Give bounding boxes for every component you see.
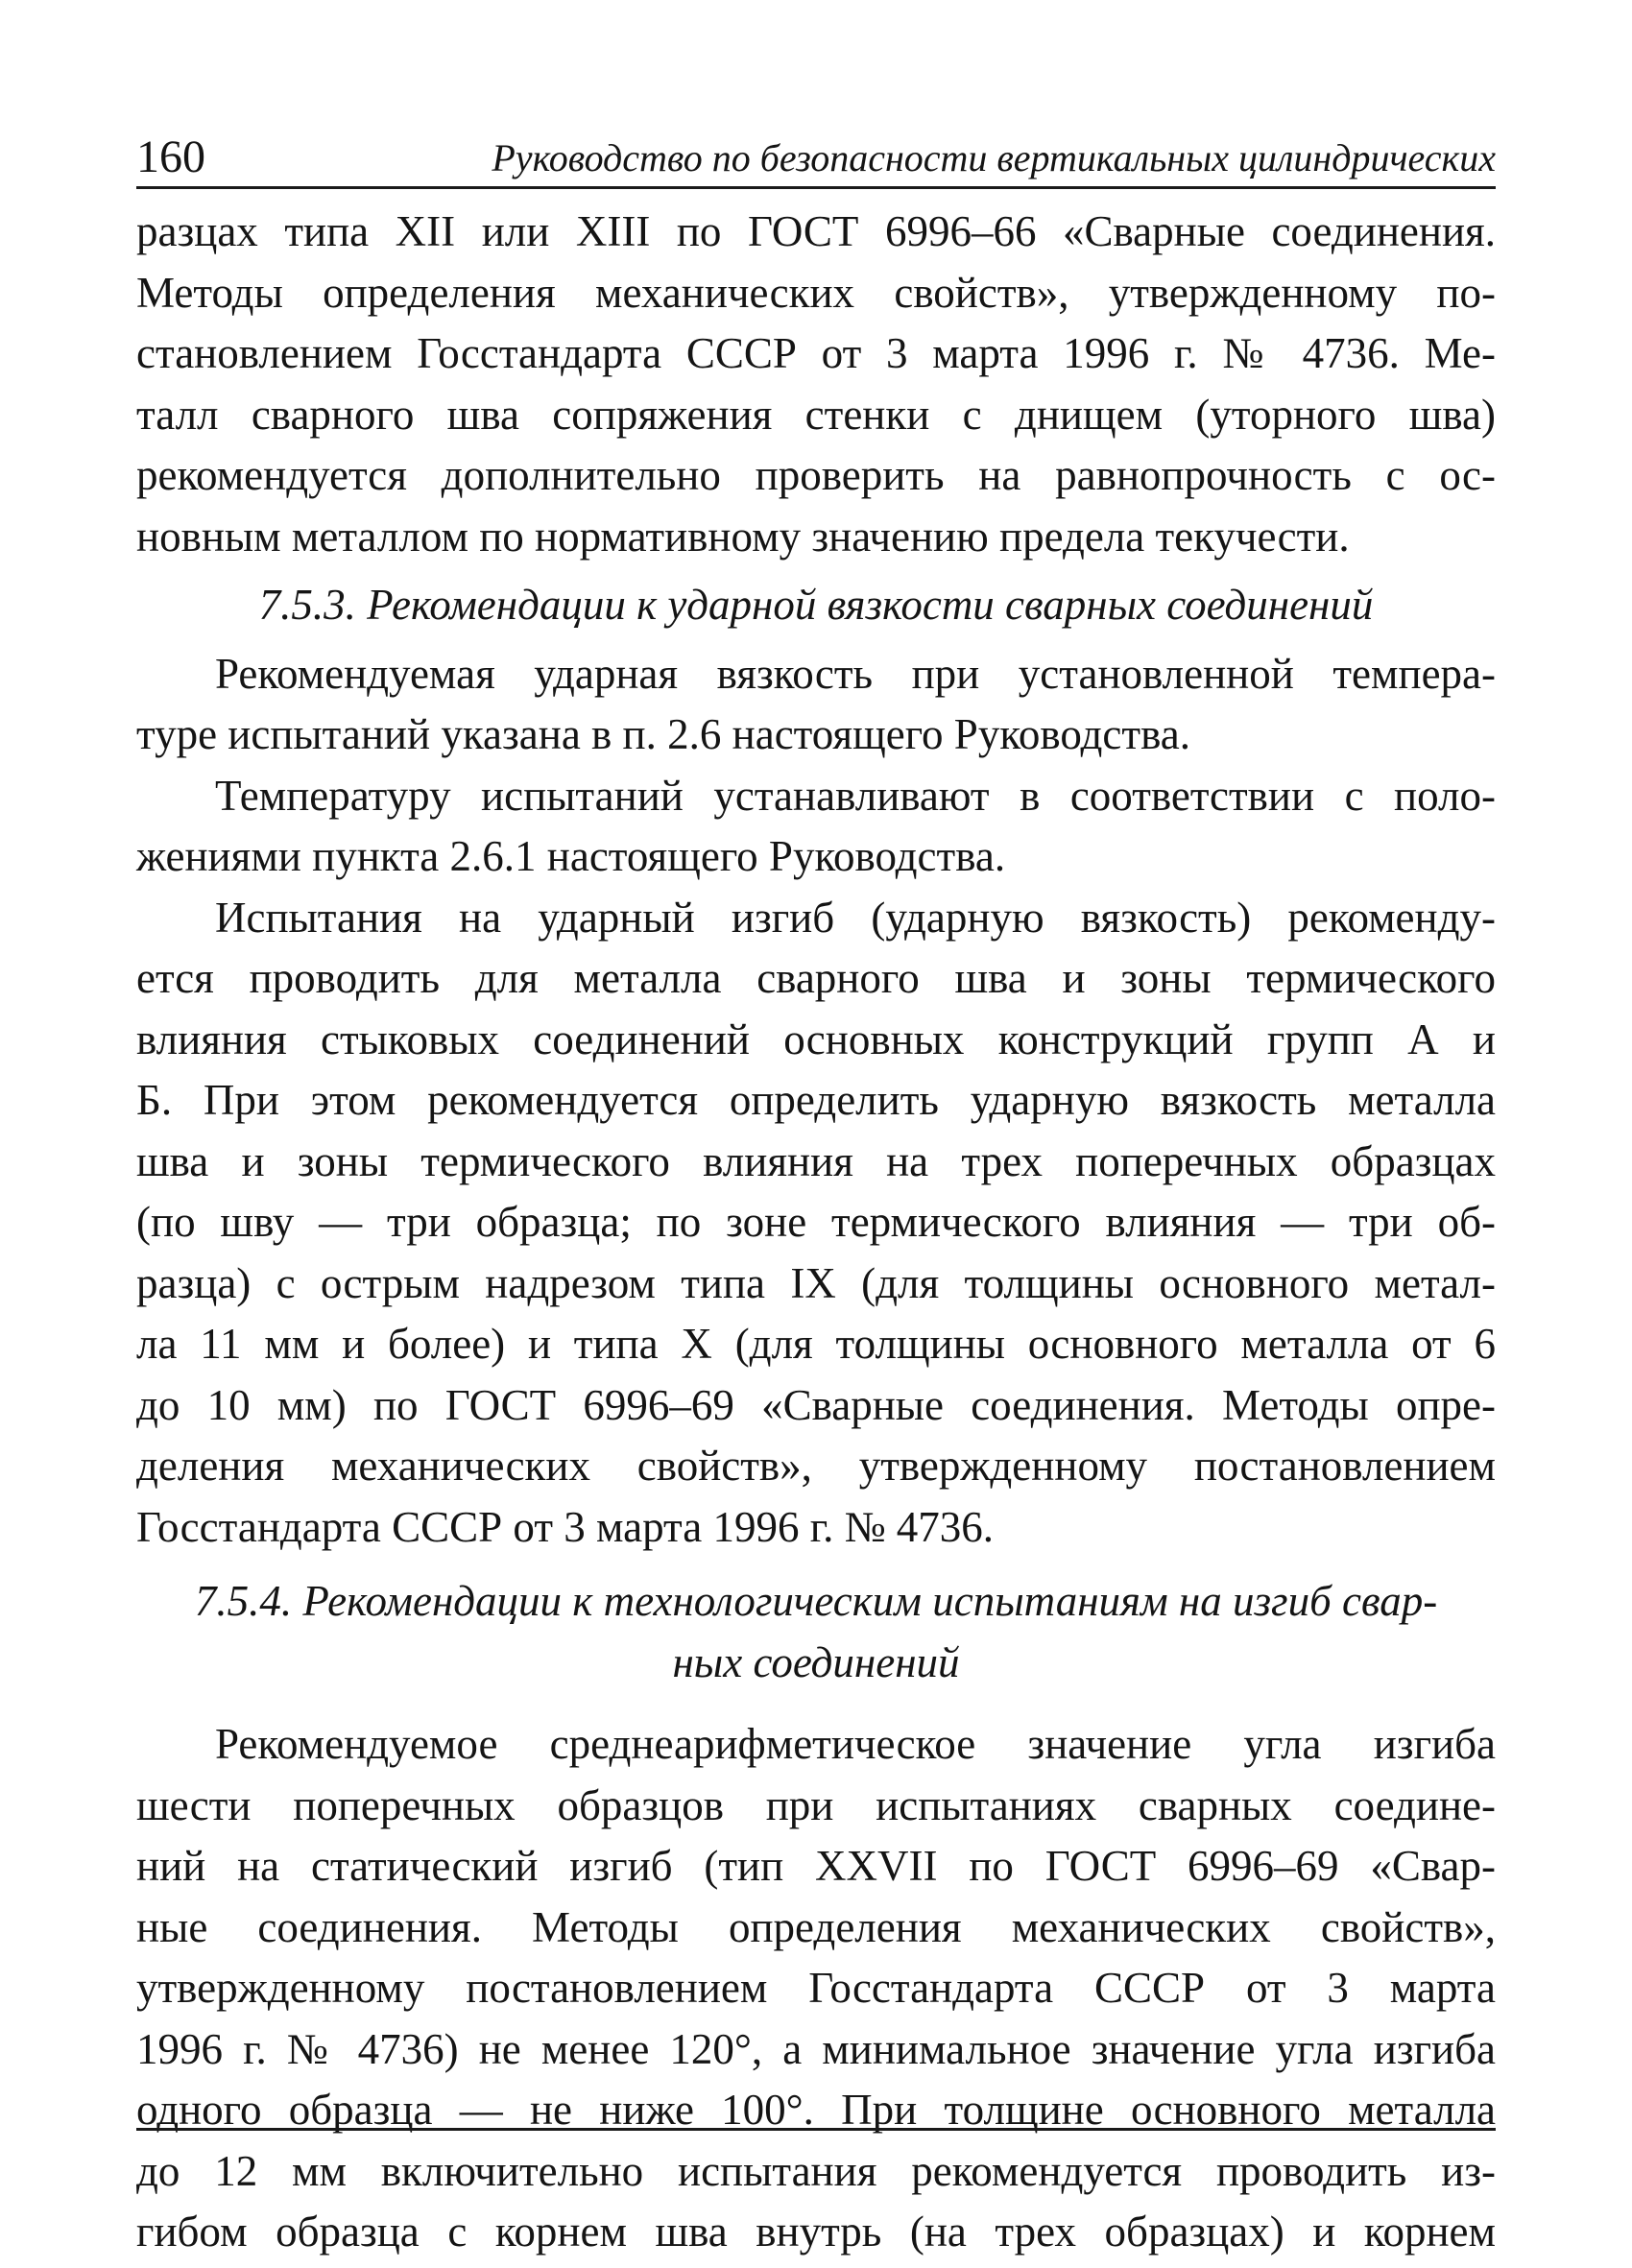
text-line: ется проводить для металла сварного шва и зоны термического bbox=[136, 954, 1496, 1002]
text-line: Температуру испытаний устанавливают в соответствии с поло- bbox=[215, 771, 1496, 820]
text-line: разца) с острым надрезом типа IX (для толщины основного метал- bbox=[136, 1258, 1496, 1307]
section-heading-7-5-4 bbox=[136, 1571, 1496, 1693]
paragraph-impact-bend-tests bbox=[136, 888, 1496, 1559]
text-line: становлением Госстандарта СССР от 3 марта 1996 г. № 4736. Ме- bbox=[136, 329, 1496, 377]
text-line: новным металлом по нормативному значению предела текучести. bbox=[136, 512, 1350, 561]
spacer bbox=[136, 636, 1496, 644]
text-line: (по шву — три образца; по зоне термического влияния — три об- bbox=[136, 1198, 1496, 1246]
page-number: 160 bbox=[136, 131, 205, 182]
text-line: ла 11 мм и более) и типа X (для толщины основного металла от 6 bbox=[136, 1320, 1496, 1368]
spacer bbox=[136, 1558, 1496, 1571]
heading-line: 7.5.3. Рекомендации к ударной вязкости сварных соединений bbox=[258, 581, 1374, 629]
text-line: одного образца — не ниже 100°. При толщине основного металла bbox=[136, 2086, 1496, 2134]
paragraph-impact-strength bbox=[136, 644, 1496, 766]
text-line: Методы определения механических свойств», утвержденному по- bbox=[136, 268, 1496, 317]
spacer bbox=[136, 1693, 1496, 1714]
text-line: утвержденному постановлением Госстандарта СССР от 3 марта bbox=[136, 1964, 1496, 2012]
text-line: Рекомендуемая ударная вязкость при установленной темпера- bbox=[215, 649, 1496, 698]
text-line: 1996 г. № 4736) не менее 120°, а минимальное значение угла изгиба bbox=[136, 2024, 1496, 2073]
text-line: ний на статический изгиб (тип XXVII по ГОСТ 6996–69 «Свар- bbox=[136, 1842, 1496, 1890]
running-title: Руководство по безопасности вертикальных цилиндрических bbox=[492, 136, 1496, 179]
text-line: Рекомендуемое среднеарифметическое значение угла изгиба bbox=[215, 1720, 1496, 1768]
text-line: до 12 мм включительно испытания рекомендуется проводить из- bbox=[136, 2146, 1496, 2195]
spacer bbox=[136, 567, 1496, 575]
text-line: разцах типа XII или XIII по ГОСТ 6996–66 «Сварные соединения. bbox=[136, 207, 1496, 255]
text-line: шести поперечных образцов при испытаниях сварных соедине- bbox=[136, 1780, 1496, 1829]
text-line: туре испытаний указана в п. 2.6 настоящего Руководства. bbox=[136, 710, 1190, 758]
paragraph-continuation bbox=[136, 202, 1496, 567]
section-heading-7-5-3 bbox=[136, 575, 1496, 636]
text-line: талл сварного шва сопряжения стенки с днищем (уторного шва) bbox=[136, 390, 1496, 439]
text-line: рекомендуется дополнительно проверить на равнопрочность с ос- bbox=[136, 451, 1496, 499]
text-line: влияния стыковых соединений основных конструкций групп А и bbox=[136, 1015, 1496, 1063]
text-line: жениями пункта 2.6.1 настоящего Руководства. bbox=[136, 832, 1006, 880]
paragraph-test-temperature bbox=[136, 766, 1496, 888]
text-line: гибом образца с корнем шва внутрь (на трех образцах) и корнем bbox=[136, 2208, 1496, 2256]
heading-line: ных соединений bbox=[672, 1637, 960, 1686]
text-line: до 10 мм) по ГОСТ 6996–69 «Сварные соединения. Методы опре- bbox=[136, 1380, 1496, 1429]
text-line: деления механических свойств», утвержденному постановлением bbox=[136, 1442, 1496, 1490]
text-line: Госстандарта СССР от 3 марта 1996 г. № 4736. bbox=[136, 1502, 995, 1551]
text-line: Испытания на ударный изгиб (ударную вязкость) рекоменду- bbox=[215, 893, 1496, 942]
paragraph-bend-angle bbox=[136, 1714, 1496, 2263]
text-line: шва и зоны термического влияния на трех поперечных образцах bbox=[136, 1136, 1496, 1185]
body-text bbox=[136, 202, 1496, 2263]
footer-rule bbox=[136, 2128, 1496, 2131]
text-line: Б. При этом рекомендуется определить ударную вязкость металла bbox=[136, 1076, 1496, 1124]
heading-line: 7.5.4. Рекомендации к технологическим испытаниям на изгиб свар- bbox=[194, 1577, 1438, 1625]
running-header bbox=[136, 127, 1496, 189]
text-line: ные соединения. Методы определения механических свойств», bbox=[136, 1902, 1496, 1951]
